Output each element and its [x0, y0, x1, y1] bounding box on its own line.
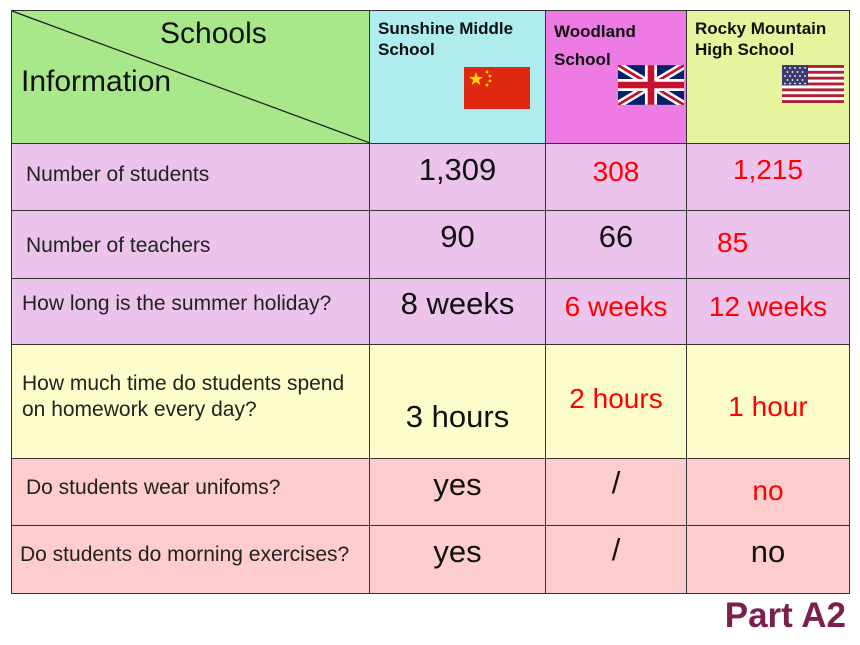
value-cell [687, 211, 850, 279]
row-label: Number of teachers [26, 234, 211, 257]
cell-value: no [752, 475, 784, 506]
value-cell [546, 211, 687, 279]
corner-information-label: Information [21, 65, 172, 98]
value-cell [687, 459, 850, 526]
cell-value: 308 [592, 156, 640, 187]
value-cell [687, 279, 850, 345]
header-woodland [546, 11, 687, 144]
cell-value: 1 hour [728, 391, 808, 422]
value-cell [370, 526, 546, 594]
value-cell [546, 345, 687, 459]
cell-value: 2 hours [569, 383, 663, 414]
china-flag-icon [464, 67, 530, 109]
row-label: Do students do morning exercises? [20, 543, 350, 566]
value-cell [370, 459, 546, 526]
value-cell [687, 526, 850, 594]
row-label-cell [12, 345, 370, 459]
cell-value: 12 weeks [708, 291, 828, 322]
value-cell [687, 345, 850, 459]
header-sunshine [370, 11, 546, 144]
school-name: Rocky Mountain High School [695, 19, 827, 59]
header-rocky-mountain [687, 11, 850, 144]
value-cell [546, 459, 687, 526]
corner-header-cell [12, 11, 370, 144]
cell-value: no [750, 534, 786, 569]
row-label: How long is the summer holiday? [22, 292, 332, 315]
cell-value: 1,215 [732, 154, 804, 185]
row-label-cell [12, 144, 370, 211]
cell-value: 90 [440, 219, 475, 254]
cell-value: / [611, 465, 621, 500]
row-label: Do students wear unifoms? [26, 476, 281, 499]
value-cell [370, 279, 546, 345]
value-cell [687, 144, 850, 211]
part-label: Part A2 [724, 596, 846, 635]
value-cell [370, 211, 546, 279]
value-cell [370, 345, 546, 459]
value-cell [546, 279, 687, 345]
row-label: How much time do students spend on homework every day? [22, 372, 345, 421]
row-label-cell [12, 211, 370, 279]
cell-value: yes [433, 534, 482, 569]
cell-value: 8 weeks [400, 286, 515, 321]
cell-value: 66 [598, 219, 634, 254]
value-cell [546, 526, 687, 594]
school-comparison-table [11, 10, 850, 594]
usa-flag-icon [782, 65, 844, 103]
cell-value: / [611, 532, 621, 567]
corner-schools-label: Schools [160, 17, 267, 50]
cell-value: 6 weeks [564, 291, 668, 322]
value-cell [370, 144, 546, 211]
cell-value: yes [433, 467, 482, 502]
row-label-cell [12, 459, 370, 526]
row-label: Number of students [26, 163, 210, 186]
row-label-cell [12, 526, 370, 594]
school-name: Woodland School [554, 22, 636, 69]
cell-value: 1,309 [418, 152, 497, 187]
uk-flag-icon [618, 65, 684, 105]
value-cell [546, 144, 687, 211]
cell-value: 85 [717, 227, 749, 258]
row-label-cell [12, 279, 370, 345]
school-name: Sunshine Middle School [378, 19, 514, 59]
cell-value: 3 hours [405, 399, 510, 434]
